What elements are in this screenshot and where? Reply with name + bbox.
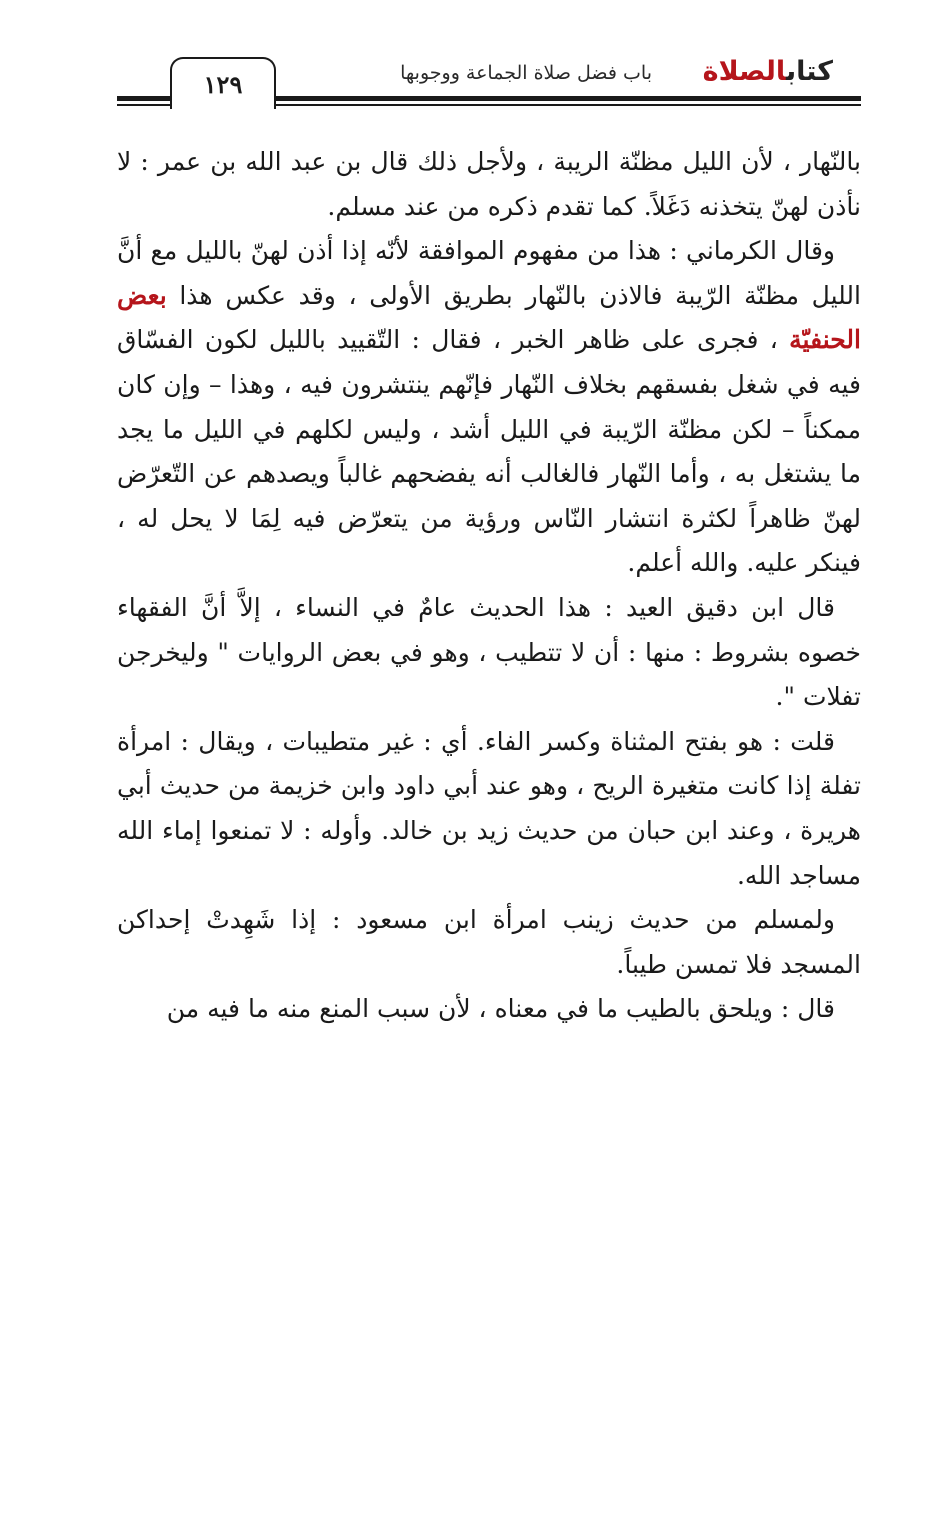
book-title-highlight: الصلاة [702,56,786,87]
paragraph-4: قلت : هو بفتح المثناة وكسر الفاء. أي : غير متطيبات ، ويقال : امرأة تفلة إذا كانت متغيرة الريح ، وهو عند أبي داود وابن خزيمة من حديث أبي هريرة ، وعند ابن حبان من حديث زيد بن خالد. وأوله : لا تمنعوا إماء الله مساجد الله. [117,726,861,890]
paragraph-3: قال ابن دقيق العيد : هذا الحديث عامٌ في النساء ، إلاَّ أنَّ الفقهاء خصوه بشروط : منها : أن لا تتطيب ، وهو في بعض الروايات " وليخرجن تفلات ". [117,592,861,712]
book-title-word: كتاب [786,56,833,87]
page-number: ١٢٩ [170,57,276,109]
page-body [117,140,861,1032]
paragraph-1: بالنّهار ، لأن الليل مظنّة الريبة ، ولأجل ذلك قال بن عبد الله بن عمر : لا نأذن لهنّ يتخذنه دَغَلاً. كما تقدم ذكره من عند مسلم. [117,147,861,221]
page-header [0,0,945,110]
paragraph-6: قال : ويلحق بالطيب ما في معناه ، لأن سبب المنع منه ما فيه من [166,994,835,1024]
highlighted-term: بعض الحنفيّة [117,280,861,355]
paragraph-5: ولمسلم من حديث زينب امرأة ابن مسعود : إذا شَهِدتْ إحداكن المسجد فلا تمسن طيباً. [117,905,861,979]
paragraph-2-after: ، فجرى على ظاهر الخبر ، فقال : التّقييد بالليل لكون الفسّاق فيه في شغل بفسقهم بخلاف النّهار فإنّهم ينتشرون فيه ، وهذا – وإن كان ممكناً – لكن مظنّة الرّيبة في الليل أشد ، وليس لكلهم في الليل ما يجد ما يشتغل به ، وأما النّهار فالغالب أنه يفضحهم غالباً ويصدهم عن التّعرّض لهنّ ظاهراً لكثرة انتشار النّاس ورؤية من يتعرّض فيه لِمَا لا يحل له ، فينكر عليه. والله أعلم. [117,325,861,578]
book-title [703,52,833,92]
chapter-title: باب فضل صلاة الجماعة ووجوبها [400,62,652,84]
paragraph-2-before: وقال الكرماني : هذا من مفهوم الموافقة لأنّه إذا أذن لهنّ بالليل مع أنَّ الليل مظنّة الرّيبة فالاذن بالنّهار بطريق الأولى ، وقد عكس هذا [117,236,861,310]
paragraph-2 [117,229,861,586]
